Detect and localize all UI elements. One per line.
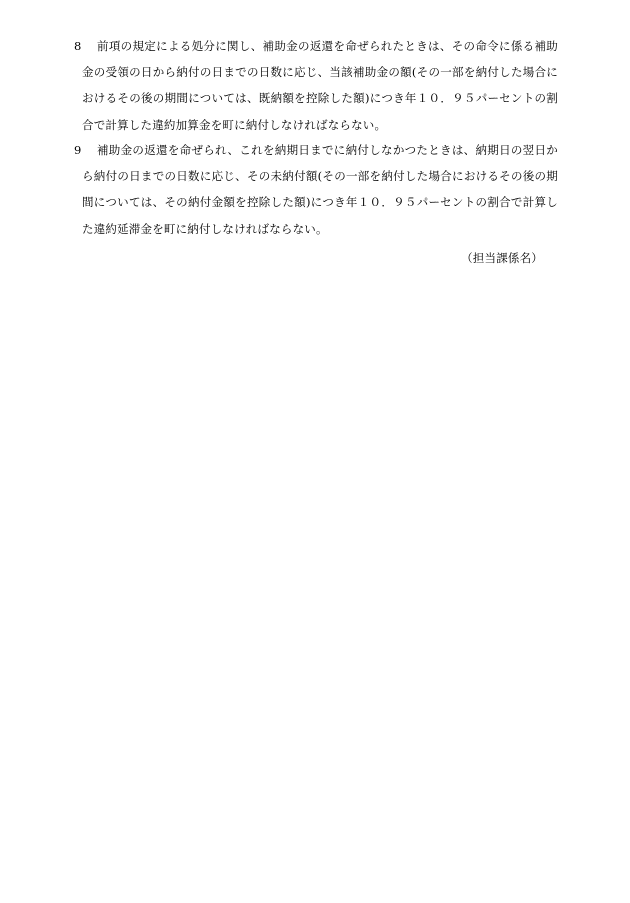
department-note: （担当課係名） [461, 251, 543, 265]
clause-text: 補助金の返還を命ぜられ、これを納期日までに納付しなかつたときは、納期日の翌日から納付の日までの日数に応じ、その未納付額(その一部を納付した場合におけるその後の期間については、その納付金額を控除した額)につき年１０．９５パーセントの割合で計算した違約延滞金を町に納付しなければならない。 [82, 143, 558, 236]
clause-8 [74, 33, 558, 138]
clause-text: 前項の規定による処分に関し、補助金の返還を命ぜられたときは、その命令に係る補助金の受領の日から納付の日までの日数に応じ、当該補助金の額(その一部を納付した場合におけるその後の期間については、既納額を控除した額)につき年１０．９５パーセントの割合で計算した違約加算金を町に納付しなければならない。 [82, 39, 558, 132]
clause-9 [74, 137, 558, 242]
clause-number: 8 [74, 39, 82, 53]
clause-number: 9 [74, 143, 82, 157]
